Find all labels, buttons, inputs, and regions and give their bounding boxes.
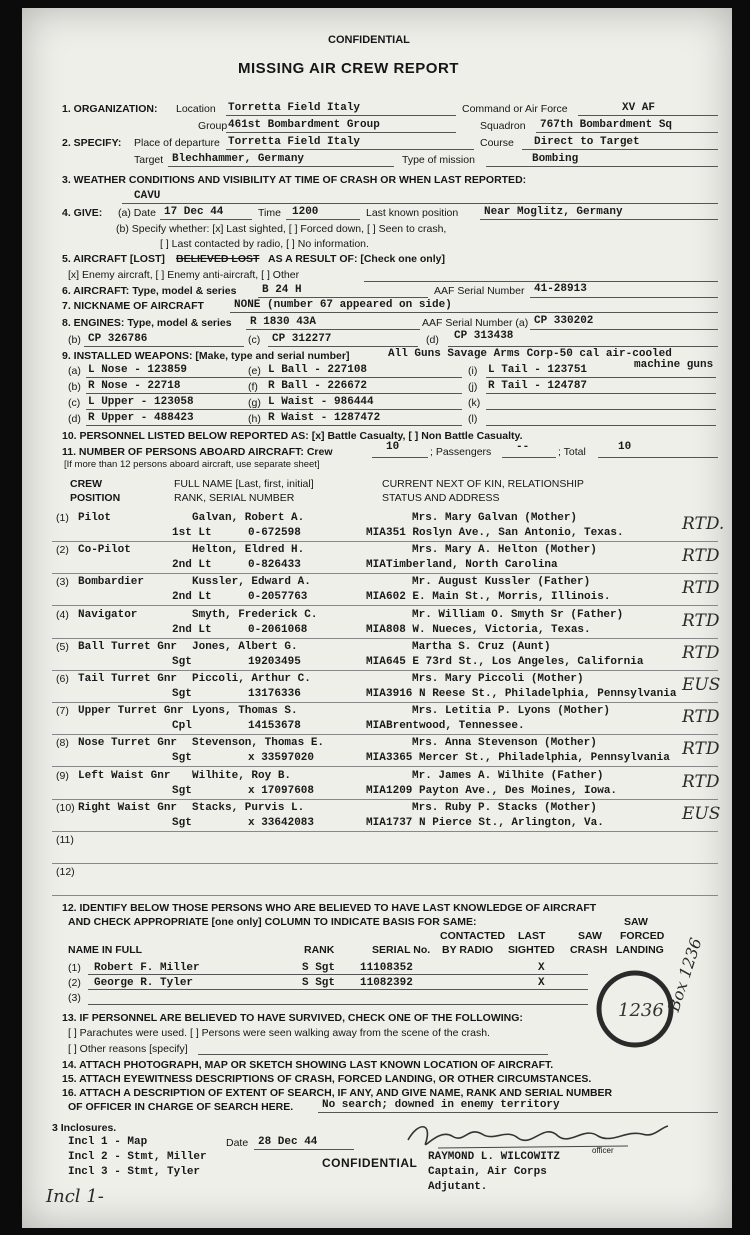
- crew-hdr-pos-b: POSITION: [70, 492, 121, 504]
- weapon-label: (b): [68, 381, 81, 393]
- s2-course: Direct to Target: [534, 136, 640, 148]
- rule-line: [52, 670, 718, 671]
- officer-label: officer: [592, 1146, 614, 1155]
- crew-number: (9): [56, 769, 69, 782]
- s8-b-label: (b): [68, 334, 81, 346]
- s12-line1: 12. IDENTIFY BELOW THOSE PERSONS WHO ARE BELIEVED TO HAVE LAST KNOWLEDGE OF AIRCRAFT: [62, 902, 597, 914]
- witness-number: (3): [68, 992, 81, 1004]
- crew-status-mark: RTD: [682, 610, 720, 631]
- s9-desc2: machine guns: [634, 359, 714, 371]
- s12-h-crash2: CRASH: [570, 944, 608, 956]
- crew-number: (7): [56, 705, 69, 718]
- crew-address: 1209 Payton Ave., Des Moines, Iowa.: [386, 784, 618, 797]
- crew-address: 808 W. Nueces, Victoria, Texas.: [386, 623, 591, 636]
- footer-confidential: CONFIDENTIAL: [322, 1156, 418, 1170]
- crew-rank: Sgt: [172, 655, 192, 668]
- crew-address: 645 E 73rd St., Los Angeles, California: [386, 655, 644, 668]
- rule-line: [52, 799, 718, 800]
- s12-h-name: NAME IN FULL: [68, 944, 143, 956]
- crew-kin: Mrs. Ruby P. Stacks (Mother): [412, 801, 597, 814]
- s4-time-label: Time: [258, 207, 281, 219]
- rule-line: [86, 377, 282, 378]
- rule-line: [52, 573, 718, 574]
- s12-h-radio1: CONTACTED: [440, 930, 506, 942]
- incl-2: Incl 2 - Stmt, Miller: [68, 1151, 207, 1163]
- weapon-label: (f): [248, 381, 258, 393]
- crew-serial: 0-672598: [248, 527, 301, 539]
- crew-status-mark: RTD: [682, 739, 720, 760]
- hand-side-note: Box 1236: [664, 935, 706, 1014]
- crew-status: MIA: [366, 655, 386, 668]
- s3-weather: CAVU: [134, 190, 161, 202]
- crew-status-mark: RTD: [682, 642, 720, 663]
- s8-sn-label: AAF Serial Number (a): [422, 317, 529, 329]
- s8-label: 8. ENGINES: Type, model & series: [62, 317, 232, 329]
- crew-hdr-kin-b: STATUS AND ADDRESS: [382, 492, 500, 504]
- report-title: MISSING AIR CREW REPORT: [238, 60, 459, 77]
- crew-kin: Mrs. Letitia P. Lyons (Mother): [412, 705, 611, 718]
- signer-name: RAYMOND L. WILCOWITZ: [428, 1151, 561, 1163]
- crew-serial: 14153678: [248, 720, 301, 733]
- rule-line: [52, 638, 718, 639]
- crew-serial: 0-2057763: [248, 591, 308, 604]
- s12-h-rank: RANK: [304, 944, 335, 956]
- s8-engine-a: CP 330202: [534, 315, 594, 327]
- s1-loc-label: Location: [176, 103, 216, 115]
- crew-number: (8): [56, 737, 69, 750]
- s12-h-forced2: FORCED: [620, 930, 665, 942]
- s4-line3: [ ] Last contacted by radio, [ ] No information.: [160, 238, 369, 250]
- crew-rank: 1st Lt: [172, 527, 212, 539]
- crew-status: MIA: [366, 720, 386, 733]
- crew-kin: Mrs. Anna Stevenson (Mother): [412, 737, 597, 750]
- weapon-value: L Ball - 227108: [268, 364, 368, 376]
- crew-status: MIA: [366, 752, 386, 765]
- s4-line2: (b) Specify whether: [x] Last sighted, [ ] Forced down, [ ] Seen to crash,: [116, 223, 447, 235]
- footer-date: 28 Dec 44: [258, 1136, 318, 1148]
- s2-tgt-label: Target: [134, 154, 164, 166]
- crew-number: (4): [56, 608, 69, 621]
- s12-h-forced1: SAW: [624, 916, 648, 928]
- crew-name: Lyons, Thomas S.: [192, 705, 298, 718]
- crew-kin: Mr. James A. Wilhite (Father): [412, 769, 604, 782]
- rule-line: [486, 425, 716, 426]
- rule-line: [52, 541, 718, 542]
- s12-line2: AND CHECK APPROPRIATE [one only] COLUMN TO INDICATE BASIS FOR SAME:: [68, 916, 477, 928]
- weapon-label: (h): [248, 413, 261, 425]
- s1-label: 1. ORGANIZATION:: [62, 103, 158, 115]
- s11-label: 11. NUMBER OF PERSONS ABOARD AIRCRAFT: Crew: [62, 446, 333, 458]
- crew-status: MIA: [366, 559, 386, 572]
- crew-kin: Mrs. Mary Galvan (Mother): [412, 512, 578, 524]
- s7-nickname: NONE (number 67 appeared on side): [234, 299, 452, 311]
- crew-rank: Cpl: [172, 720, 192, 733]
- crew-rank: Sgt: [172, 816, 192, 829]
- rule-line: [266, 393, 462, 394]
- s8-engine-b: CP 326786: [88, 333, 148, 345]
- rule-line: [52, 863, 718, 864]
- s2-target: Blechhammer, Germany: [172, 153, 305, 165]
- crew-address: 1737 N Pierce St., Arlington, Va.: [386, 816, 604, 829]
- crew-rank: Sgt: [172, 784, 192, 797]
- s16-search: No search; downed in enemy territory: [322, 1099, 560, 1111]
- s6-sn-label: AAF Serial Number: [434, 285, 525, 297]
- crew-number: (1): [56, 512, 69, 524]
- s1-location: Torretta Field Italy: [228, 102, 361, 114]
- s1-sq-label: Squadron: [480, 120, 526, 132]
- s8-c-label: (c): [248, 334, 261, 346]
- weapon-label: (j): [468, 381, 478, 393]
- weapon-value: R Nose - 22718: [88, 380, 181, 392]
- rule-line: [86, 425, 282, 426]
- weapon-label: (a): [68, 365, 81, 377]
- crew-serial: 13176336: [248, 688, 301, 700]
- crew-position: Left Waist Gnr: [78, 769, 171, 782]
- crew-name: Galvan, Robert A.: [192, 512, 305, 524]
- rule-line: [52, 895, 718, 896]
- crew-status-mark: RTD: [682, 771, 720, 792]
- witness-serial: 11108352: [360, 962, 413, 974]
- crew-status-mark: RTD: [682, 546, 720, 567]
- rule-line: [52, 605, 718, 606]
- s11-note: [If more than 12 persons aboard aircraft, use separate sheet]: [64, 459, 320, 470]
- s12-h-radio2: BY RADIO: [442, 944, 494, 956]
- signer-rank: Captain, Air Corps: [428, 1166, 547, 1178]
- s2-departure: Torretta Field Italy: [228, 136, 361, 148]
- s16-line1: 16. ATTACH A DESCRIPTION OF EXTENT OF SEARCH, IF ANY, AND GIVE NAME, RANK AND SERIAL NUMBER: [62, 1087, 613, 1099]
- s15-line: 15. ATTACH EYEWITNESS DESCRIPTIONS OF CRASH, FORCED LANDING, OR OTHER CIRCUMSTANCES.: [62, 1073, 592, 1085]
- crew-rank: 2nd Lt: [172, 591, 212, 604]
- s2-dep-label: Place of departure: [134, 137, 220, 149]
- s12-h-forced3: LANDING: [616, 944, 664, 956]
- weapon-label: (c): [68, 397, 81, 409]
- weapon-label: (e): [248, 365, 261, 377]
- crew-name: Smyth, Frederick C.: [192, 608, 318, 621]
- crew-kin: Mrs. Mary A. Helton (Mother): [412, 544, 597, 557]
- witness-number: (1): [68, 962, 81, 974]
- crew-hdr-pos-a: CREW: [70, 478, 103, 490]
- s9-desc1: All Guns Savage Arms Corp-50 cal air-cooled: [388, 348, 672, 360]
- crew-position: Tail Turret Gnr: [78, 673, 178, 685]
- s11-pass-label: ; Passengers: [430, 446, 492, 458]
- s4-pos-label: Last known position: [366, 207, 459, 219]
- s4-date-label: (a) Date: [118, 207, 156, 219]
- s5-line2: [x] Enemy aircraft, [ ] Enemy anti-aircraft, [ ] Other: [68, 269, 300, 281]
- crew-name: Wilhite, Roy B.: [192, 769, 292, 782]
- crew-kin: Mrs. Mary Piccoli (Mother): [412, 673, 584, 685]
- s5-line1b: BELIEVED LOST: [176, 253, 260, 265]
- crew-kin: Mr. August Kussler (Father): [412, 576, 591, 589]
- crew-status: MIA: [366, 623, 386, 636]
- crew-status-mark: RTD.: [682, 514, 725, 534]
- rule-line: [52, 702, 718, 703]
- witness-name: Robert F. Miller: [94, 962, 200, 974]
- crew-address: 3365 Mercer St., Philadelphia, Pennsylvania: [386, 752, 670, 765]
- rule-line: [52, 766, 718, 767]
- witness-mark: X: [538, 977, 545, 989]
- crew-name: Stacks, Purvis L.: [192, 801, 305, 814]
- incl-1: Incl 1 - Map: [68, 1136, 148, 1148]
- s2-mission-label: Type of mission: [402, 154, 475, 166]
- s2-mission: Bombing: [532, 153, 579, 165]
- s4-time: 1200: [292, 206, 319, 218]
- witness-rank: S Sgt: [302, 962, 336, 974]
- crew-number: (10): [56, 801, 75, 814]
- s8-d-label: (d): [426, 334, 439, 346]
- confidential-header: CONFIDENTIAL: [328, 34, 410, 46]
- s2-label: 2. SPECIFY:: [62, 137, 122, 149]
- crew-number: (12): [56, 866, 75, 879]
- witness-number: (2): [68, 977, 81, 989]
- crew-status: MIA: [366, 527, 386, 539]
- crew-position: Nose Turret Gnr: [78, 737, 178, 750]
- incl-3: Incl 3 - Stmt, Tyler: [68, 1166, 201, 1178]
- crew-rank: 2nd Lt: [172, 559, 212, 572]
- rule-line: [52, 831, 718, 832]
- s3-label: 3. WEATHER CONDITIONS AND VISIBILITY AT TIME OF CRASH OR WHEN LAST REPORTED:: [62, 174, 527, 186]
- crew-address: Timberland, North Carolina: [386, 559, 558, 572]
- s7-label: 7. NICKNAME OF AIRCRAFT: [62, 300, 204, 312]
- s6-label: 6. AIRCRAFT: Type, model & series: [62, 285, 237, 297]
- crew-status-mark: EUS: [682, 675, 721, 695]
- witness-rank: S Sgt: [302, 977, 336, 989]
- rule-line: [266, 377, 462, 378]
- weapon-label: (l): [468, 413, 478, 425]
- s5-line1a: 5. AIRCRAFT [LOST]: [62, 253, 165, 265]
- crew-address: 602 E. Main St., Morris, Illinois.: [386, 591, 611, 604]
- crew-status-mark: RTD: [682, 707, 720, 728]
- rule-line: [266, 409, 462, 410]
- crew-address: 3916 N Reese St., Philadelphia, Pennsylvania: [386, 688, 677, 700]
- weapon-label: (d): [68, 413, 81, 425]
- witness-serial: 11082392: [360, 977, 413, 989]
- crew-status: MIA: [366, 591, 386, 604]
- s12-h-crash1: SAW: [578, 930, 602, 942]
- s9-label: 9. INSTALLED WEAPONS: [Make, type and serial number]: [62, 350, 350, 362]
- witness-name: George R. Tyler: [94, 977, 194, 989]
- s12-h-sight1: LAST: [518, 930, 546, 942]
- s1-group: 461st Bombardment Group: [228, 119, 380, 131]
- s12-h-sight2: SIGHTED: [508, 944, 555, 956]
- incl-count: 3 Inclosures.: [52, 1122, 117, 1134]
- crew-number: (2): [56, 544, 69, 557]
- s13-line3: [ ] Other reasons [specify]: [68, 1043, 188, 1055]
- rule-line: [88, 989, 588, 990]
- crew-number: (6): [56, 673, 69, 685]
- s5-line1c: AS A RESULT OF: [Check one only]: [268, 253, 445, 265]
- crew-position: Upper Turret Gnr: [78, 705, 184, 718]
- crew-rank: Sgt: [172, 752, 192, 765]
- crew-status: MIA: [366, 784, 386, 797]
- s1-grp-label: Group: [198, 120, 228, 132]
- report-page: [22, 8, 732, 1228]
- s4-position: Near Moglitz, Germany: [484, 206, 623, 218]
- crew-hdr-name-b: RANK, SERIAL NUMBER: [174, 492, 295, 504]
- s16-line2: OF OFFICER IN CHARGE OF SEARCH HERE.: [68, 1101, 294, 1113]
- crew-position: Pilot: [78, 512, 112, 524]
- svg-text:1236: 1236: [618, 1000, 664, 1021]
- crew-name: Helton, Eldred H.: [192, 544, 305, 557]
- s11-total-label: ; Total: [558, 446, 586, 458]
- crew-serial: 0-826433: [248, 559, 301, 572]
- weapon-value: R Ball - 226672: [268, 380, 368, 392]
- crew-serial: x 17097608: [248, 784, 315, 797]
- s6-serial: 41-28913: [534, 283, 587, 295]
- crew-name: Jones, Albert G.: [192, 640, 298, 653]
- crew-address: 351 Roslyn Ave., San Antonio, Texas.: [386, 527, 624, 539]
- s4-label: 4. GIVE:: [62, 207, 103, 219]
- s10-label: 10. PERSONNEL LISTED BELOW REPORTED AS: [x] Battle Casualty, [ ] Non Battle Casualty.: [62, 430, 523, 442]
- signature-image: [398, 1118, 678, 1158]
- s11-passengers: --: [516, 441, 530, 453]
- weapon-label: (i): [468, 365, 478, 377]
- weapon-value: L Upper - 123058: [88, 396, 194, 408]
- s13-line1: 13. IF PERSONNEL ARE BELIEVED TO HAVE SURVIVED, CHECK ONE OF THE FOLLOWING:: [62, 1012, 523, 1024]
- crew-position: Right Waist Gnr: [78, 801, 178, 814]
- s14-line: 14. ATTACH PHOTOGRAPH, MAP OR SKETCH SHOWING LAST KNOWN LOCATION OF AIRCRAFT.: [62, 1059, 554, 1071]
- rule-line: [486, 409, 716, 410]
- box-stamp: [594, 968, 676, 1050]
- crew-status: MIA: [366, 688, 386, 700]
- s8-type: R 1830 43A: [250, 316, 317, 328]
- s8-engine-d: CP 313438: [454, 330, 514, 342]
- weapon-value: R Upper - 488423: [88, 412, 194, 424]
- crew-rank: 2nd Lt: [172, 623, 212, 636]
- s1-cmd-label: Command or Air Force: [462, 103, 568, 115]
- crew-serial: 0-2061068: [248, 623, 308, 636]
- rule-line: [88, 974, 588, 975]
- rule-line: [486, 393, 716, 394]
- crew-position: Co-Pilot: [78, 544, 131, 557]
- crew-hdr-kin-a: CURRENT NEXT OF KIN, RELATIONSHIP: [382, 478, 584, 490]
- crew-hdr-name-a: FULL NAME [Last, first, initial]: [174, 478, 314, 490]
- crew-position: Navigator: [78, 608, 138, 621]
- crew-serial: x 33597020: [248, 752, 315, 765]
- crew-rank: Sgt: [172, 688, 192, 700]
- s1-squadron: 767th Bombardment Sq: [540, 119, 673, 131]
- crew-number: (3): [56, 576, 69, 589]
- witness-mark: X: [538, 962, 545, 974]
- crew-status: MIA: [366, 816, 386, 829]
- s2-course-label: Course: [480, 137, 514, 149]
- crew-serial: 19203495: [248, 655, 301, 668]
- crew-address: Brentwood, Tennessee.: [386, 720, 525, 733]
- crew-kin: Martha S. Cruz (Aunt): [412, 640, 551, 653]
- weapon-value: L Tail - 123751: [488, 364, 588, 376]
- weapon-label: (g): [248, 397, 261, 409]
- crew-name: Stevenson, Thomas E.: [192, 737, 325, 750]
- weapon-value: R Waist - 1287472: [268, 412, 381, 424]
- crew-position: Bombardier: [78, 576, 145, 589]
- s12-h-serial: SERIAL No.: [372, 944, 431, 956]
- crew-status-mark: EUS: [682, 803, 721, 824]
- s8-engine-c: CP 312277: [272, 333, 332, 345]
- s11-total: 10: [618, 441, 632, 453]
- rule-line: [86, 393, 282, 394]
- s11-crew: 10: [386, 441, 400, 453]
- hand-bottom-note: Incl 1-: [46, 1186, 104, 1207]
- crew-serial: x 33642083: [248, 816, 315, 829]
- weapon-value: L Nose - 123859: [88, 364, 188, 376]
- rule-line: [486, 377, 716, 378]
- s13-line2: [ ] Parachutes were used. [ ] Persons were seen walking away from the scene of the crash.: [68, 1027, 490, 1039]
- footer-date-label: Date: [226, 1137, 249, 1149]
- rule-line: [86, 409, 282, 410]
- s4-date: 17 Dec 44: [164, 206, 224, 218]
- crew-name: Piccoli, Arthur C.: [192, 673, 311, 685]
- crew-number: (5): [56, 640, 69, 653]
- signer-title: Adjutant.: [428, 1181, 488, 1193]
- weapon-value: R Tail - 124787: [488, 380, 588, 392]
- crew-position: Ball Turret Gnr: [78, 640, 178, 653]
- s1-command: XV AF: [622, 102, 656, 114]
- crew-status-mark: RTD: [682, 578, 720, 599]
- crew-kin: Mr. William O. Smyth Sr (Father): [412, 608, 624, 621]
- crew-name: Kussler, Edward A.: [192, 576, 311, 589]
- crew-number: (11): [56, 834, 74, 846]
- rule-line: [266, 425, 462, 426]
- weapon-value: L Waist - 986444: [268, 396, 374, 408]
- weapon-label: (k): [468, 397, 481, 409]
- s6-type: B 24 H: [262, 284, 302, 296]
- rule-line: [88, 1004, 588, 1005]
- rule-line: [52, 734, 718, 735]
